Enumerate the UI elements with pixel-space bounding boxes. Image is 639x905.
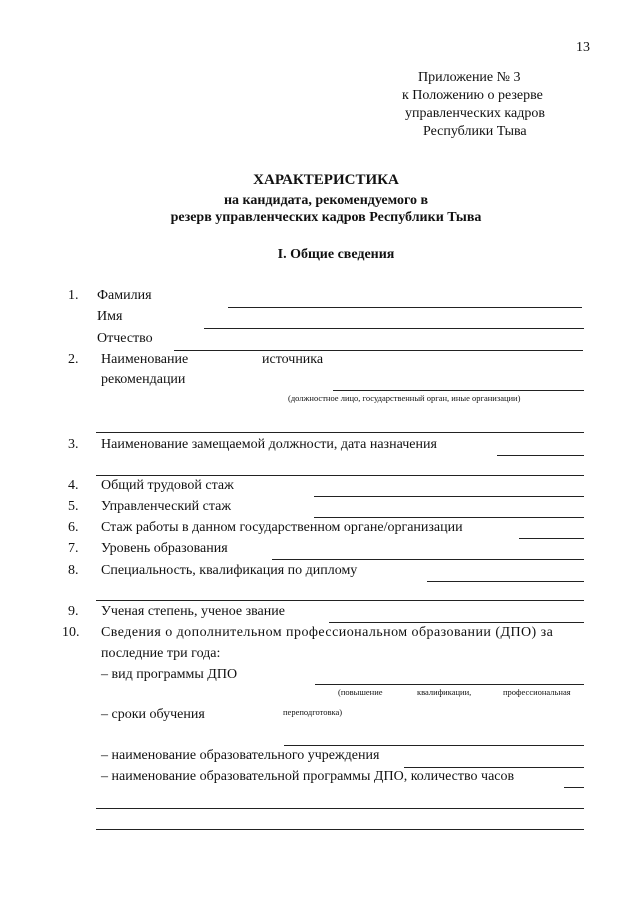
item-number-8: 8. xyxy=(68,563,79,578)
degree-label: Ученая степень, ученое звание xyxy=(101,604,285,619)
dpo-program-field-line[interactable] xyxy=(564,787,584,788)
source-label-b: источника xyxy=(262,352,324,367)
source-field-line[interactable] xyxy=(333,390,584,391)
org-exp-field-line[interactable] xyxy=(519,538,584,539)
dpo-terms-field-line[interactable] xyxy=(284,745,584,746)
patronymic-label: Отчество xyxy=(97,331,153,346)
item-number-9: 9. xyxy=(68,604,79,619)
position-label: Наименование замещаемой должности, дата назначения xyxy=(101,437,437,452)
item-number-5: 5. xyxy=(68,499,79,514)
name-label: Имя xyxy=(97,309,123,324)
item-number-3: 3. xyxy=(68,437,79,452)
degree-field-line[interactable] xyxy=(329,622,584,623)
position-field-line-2[interactable] xyxy=(96,475,584,476)
appendix-line-1: Приложение № 3 xyxy=(418,70,521,85)
appendix-line-2: к Положению о резерве xyxy=(402,88,543,103)
org-exp-label: Стаж работы в данном государственном органе/организации xyxy=(101,520,463,535)
item-number-6: 6. xyxy=(68,520,79,535)
source-hint: (должностное лицо, государственный орган, иные организации) xyxy=(288,393,521,403)
surname-label: Фамилия xyxy=(97,288,152,303)
specialty-label: Специальность, квалификация по диплому xyxy=(101,563,358,578)
item-number-4: 4. xyxy=(68,478,79,493)
dpo-institution-field-line[interactable] xyxy=(404,767,584,768)
patronymic-field-line[interactable] xyxy=(174,350,583,351)
education-label: Уровень образования xyxy=(101,541,228,556)
specialty-field-line-2[interactable] xyxy=(96,600,584,601)
total-exp-label: Общий трудовой стаж xyxy=(101,478,234,493)
source-label-a: Наименование xyxy=(101,352,189,367)
dpo-label-b: последние три года: xyxy=(101,646,221,661)
dpo-terms-label: – сроки обучения xyxy=(101,707,205,722)
dpo-type-hint-3: профессиональная xyxy=(503,687,571,697)
dpo-type-label: – вид программы ДПО xyxy=(101,667,238,682)
item-number-10: 10. xyxy=(62,625,80,640)
position-field-line[interactable] xyxy=(497,455,584,456)
specialty-field-line[interactable] xyxy=(427,581,584,582)
name-field-line[interactable] xyxy=(204,328,584,329)
mgmt-exp-field-line[interactable] xyxy=(314,517,584,518)
source-label-c: рекомендации xyxy=(101,372,186,387)
item-number-7: 7. xyxy=(68,541,79,556)
mgmt-exp-label: Управленческий стаж xyxy=(101,499,231,514)
title-sub-2: резерв управленческих кадров Республики Тыва xyxy=(170,210,482,225)
item-number-2: 2. xyxy=(68,352,79,367)
dpo-type-field-line[interactable] xyxy=(315,684,584,685)
appendix-line-4: Республики Тыва xyxy=(423,124,527,139)
item-number-1: 1. xyxy=(68,288,79,303)
appendix-line-3: управленческих кадров xyxy=(405,106,545,121)
dpo-program-label: – наименование образовательной программы ДПО, количество часов xyxy=(101,769,515,784)
dpo-type-hint-1: (повышение xyxy=(338,687,383,697)
source-field-line-2[interactable] xyxy=(96,432,584,433)
title-sub-1: на кандидата, рекомендуемого в xyxy=(223,193,429,208)
dpo-type-hint-2: квалификации, xyxy=(417,687,472,697)
dpo-label-a: Сведения о дополнительном профессиональном образовании (ДПО) за xyxy=(101,625,554,640)
total-exp-field-line[interactable] xyxy=(314,496,584,497)
dpo-program-field-line-2[interactable] xyxy=(96,808,584,809)
education-field-line[interactable] xyxy=(272,559,584,560)
surname-field-line[interactable] xyxy=(228,307,582,308)
dpo-institution-label: – наименование образовательного учреждения xyxy=(101,748,380,763)
dpo-type-hint-4: переподготовка) xyxy=(283,707,343,717)
page-number: 13 xyxy=(576,40,590,55)
title-main: ХАРАКТЕРИСТИКА xyxy=(253,172,399,188)
section-title: I. Общие сведения xyxy=(277,247,395,262)
dpo-program-field-line-3[interactable] xyxy=(96,829,584,830)
